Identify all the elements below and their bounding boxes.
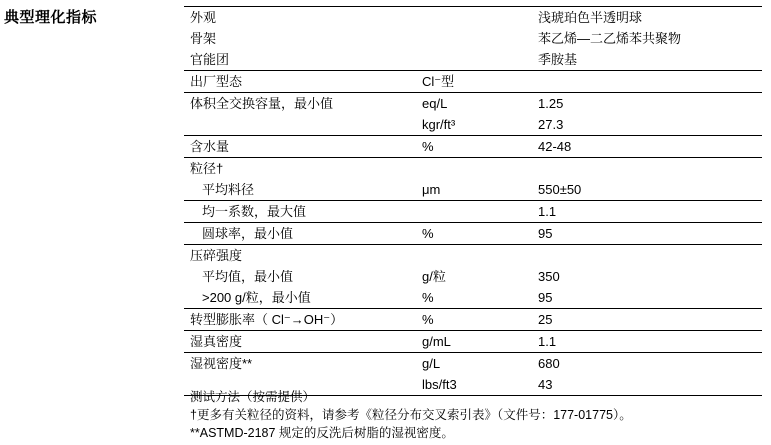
cell-unit: eq/L — [416, 93, 532, 115]
cell-value — [532, 245, 762, 267]
cell-value: 25 — [532, 309, 762, 331]
cell-value: 350 — [538, 269, 560, 284]
cell-unit — [416, 28, 532, 49]
cell-value: 1.1 — [532, 201, 762, 223]
cell-unit — [416, 158, 532, 180]
cell-unit: g/L — [416, 353, 532, 375]
table-row — [184, 136, 762, 158]
spec-table — [184, 6, 762, 396]
cell-property: >200 g/粒，最小值 — [202, 290, 311, 305]
table-row — [184, 353, 762, 375]
table-row — [184, 245, 762, 267]
table-row — [184, 71, 762, 93]
cell-value: 680 — [532, 353, 762, 375]
cell-property: 出厂型态 — [184, 71, 416, 93]
cell-property: 含水量 — [184, 136, 416, 158]
cell-value: 浅琥珀色半透明球 — [532, 7, 762, 29]
cell-value: 95 — [538, 290, 553, 305]
cell-property: 湿真密度 — [184, 331, 416, 353]
cell-value: 1.25 — [532, 93, 762, 115]
cell-unit — [416, 201, 532, 223]
footnotes — [190, 388, 765, 442]
cell-unit: lbs/ft3 — [416, 374, 532, 396]
cell-property: 圆球率，最小值 — [184, 223, 416, 245]
cell-unit: Cl⁻型 — [416, 71, 532, 93]
cell-value: 27.3 — [538, 117, 564, 132]
cell-property: 平均值，最小值 — [202, 269, 294, 284]
cell-property: 均一系数，最大值 — [184, 201, 416, 223]
cell-property: 压碎强度 — [184, 245, 416, 267]
cell-unit: μm — [422, 182, 441, 197]
cell-property: 湿视密度** — [184, 353, 416, 375]
cell-property: 平均料径 — [202, 182, 255, 197]
table-row — [184, 309, 762, 331]
cell-unit: g/mL — [416, 331, 532, 353]
cell-unit: g/粒 — [422, 269, 446, 284]
cell-value: 550±50 — [538, 182, 582, 197]
table-row — [184, 201, 762, 223]
spec-table-body — [184, 7, 762, 396]
table-row — [184, 49, 762, 71]
table-row — [184, 28, 762, 49]
cell-unit: % — [416, 309, 532, 331]
cell-unit: kgr/ft³ — [422, 117, 456, 132]
cell-value: 苯乙烯—二乙烯苯共聚物 — [538, 31, 682, 46]
table-row — [184, 7, 762, 29]
cell-unit: % — [422, 290, 434, 305]
cell-property: 骨架 — [190, 31, 217, 46]
cell-property: 粒径† — [184, 158, 416, 180]
cell-value: 1.1 — [532, 331, 762, 353]
footnote-line: †更多有关粒径的资料，请参考《粒径分布交叉索引表》（文件号：177-01775）。 — [190, 408, 632, 422]
cell-value: 43 — [532, 374, 762, 396]
cell-unit: % — [416, 136, 532, 158]
spec-table-container — [184, 6, 762, 396]
cell-property: 外观 — [184, 7, 416, 29]
table-row — [184, 266, 762, 287]
cell-unit: % — [416, 223, 532, 245]
cell-value: 季胺基 — [538, 52, 578, 67]
footnote-line: **ASTMD-2187 规定的反洗后树脂的湿视密度。 — [190, 426, 454, 440]
table-row — [184, 179, 762, 201]
cell-unit — [416, 7, 532, 29]
cell-value: 95 — [532, 223, 762, 245]
cell-property: 官能团 — [190, 52, 230, 67]
table-row — [184, 331, 762, 353]
cell-unit — [416, 245, 532, 267]
cell-property: 转型膨胀率（ Cl⁻→OH⁻） — [184, 309, 416, 331]
footnote-line: 测试方法（按需提供） — [190, 390, 316, 404]
table-row — [184, 114, 762, 136]
cell-value — [532, 71, 762, 93]
table-row — [184, 223, 762, 245]
table-row — [184, 158, 762, 180]
cell-property: 体积全交换容量，最小值 — [184, 93, 416, 115]
table-row — [184, 287, 762, 309]
cell-unit — [416, 49, 532, 71]
cell-property — [184, 114, 416, 136]
cell-value: 42-48 — [532, 136, 762, 158]
table-row — [184, 93, 762, 115]
page-title: 典型理化指标 — [4, 9, 98, 26]
cell-value — [532, 158, 762, 180]
